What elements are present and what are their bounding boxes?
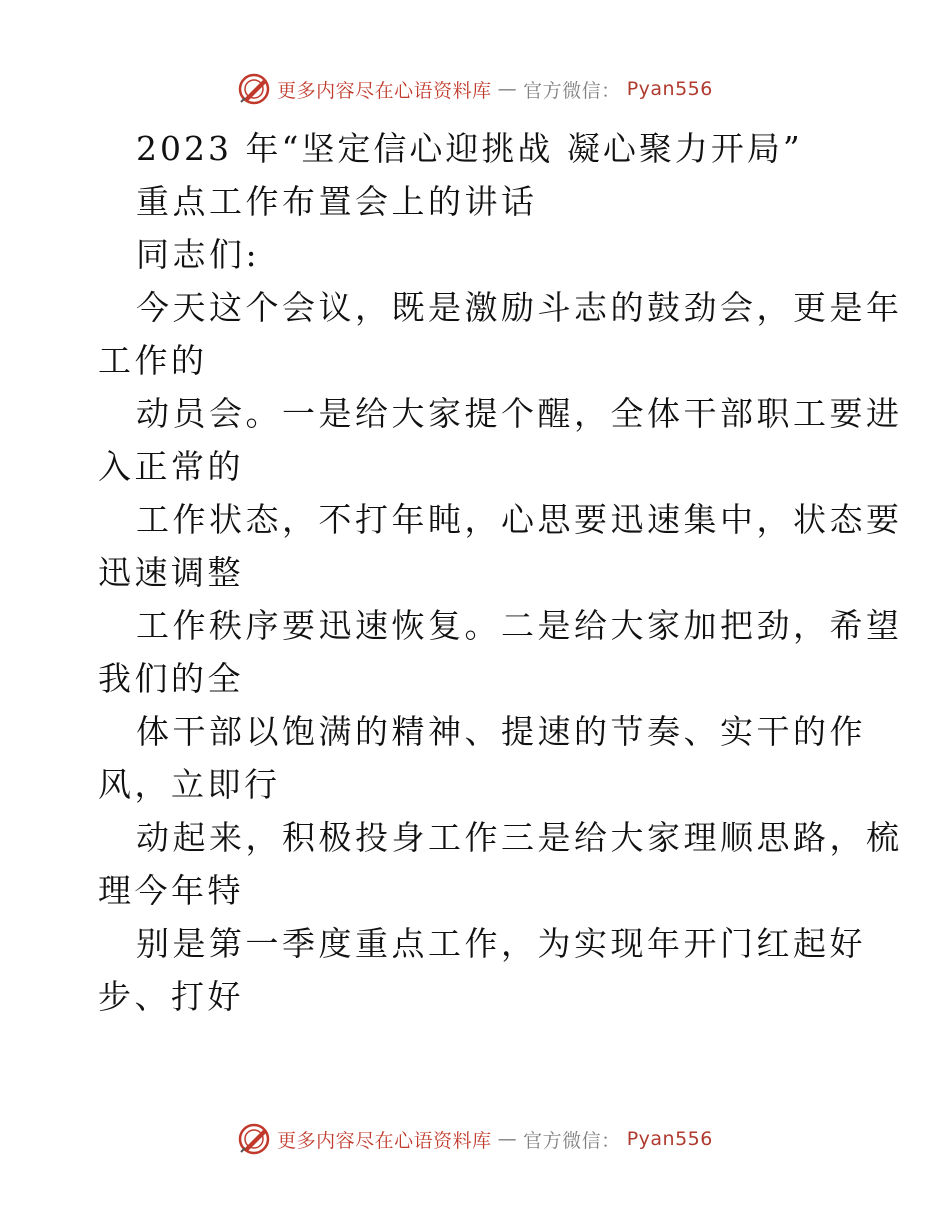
paragraph-line: 动起来，积极投身工作三是给大家理顺思路，梳 <box>136 818 903 857</box>
watermark-handle: Pyan556 <box>626 78 713 100</box>
document-title-line-2: 重点工作布置会上的讲话 <box>136 182 538 221</box>
document-body <box>98 122 903 1023</box>
watermark-header <box>0 72 950 106</box>
watermark-footer <box>0 1122 950 1156</box>
watermark-label: 官方微信： <box>523 1129 621 1152</box>
watermark-text: 更多内容尽在心语资料库 <box>277 79 492 102</box>
quill-seal-icon <box>237 72 271 106</box>
paragraph-line: 理今年特 <box>98 871 244 910</box>
paragraph-line: 步、打好 <box>98 977 244 1016</box>
paragraph-line: 迅速调整 <box>98 553 244 592</box>
paragraph-line: 体干部以饱满的精神、提速的节奏、实干的作 <box>136 712 866 751</box>
paragraph-line: 工作的 <box>98 341 208 380</box>
watermark-text: 更多内容尽在心语资料库 <box>277 1129 492 1152</box>
watermark-label: 官方微信： <box>523 79 621 102</box>
watermark-separator: — <box>497 1128 518 1150</box>
paragraph-line: 我们的全 <box>98 659 244 698</box>
document-greeting: 同志们: <box>136 235 261 274</box>
paragraph-line: 工作秩序要迅速恢复。二是给大家加把劲，希望 <box>136 606 903 645</box>
paragraph-line: 风，立即行 <box>98 765 281 804</box>
watermark-handle: Pyan556 <box>626 1128 713 1150</box>
paragraph-line: 入正常的 <box>98 447 244 486</box>
paragraph-line: 别是第一季度重点工作，为实现年开门红起好 <box>136 924 866 963</box>
paragraph-line: 工作状态，不打年盹，心思要迅速集中，状态要 <box>136 500 903 539</box>
paragraph-line: 今天这个会议，既是激励斗志的鼓劲会，更是年 <box>136 288 903 327</box>
quill-seal-icon <box>237 1122 271 1156</box>
watermark-separator: — <box>497 78 518 100</box>
document-title-line-1: 2023 年“坚定信心迎挑战 凝心聚力开局” <box>136 129 803 168</box>
paragraph-line: 动员会。一是给大家提个醒，全体干部职工要进 <box>136 394 903 433</box>
